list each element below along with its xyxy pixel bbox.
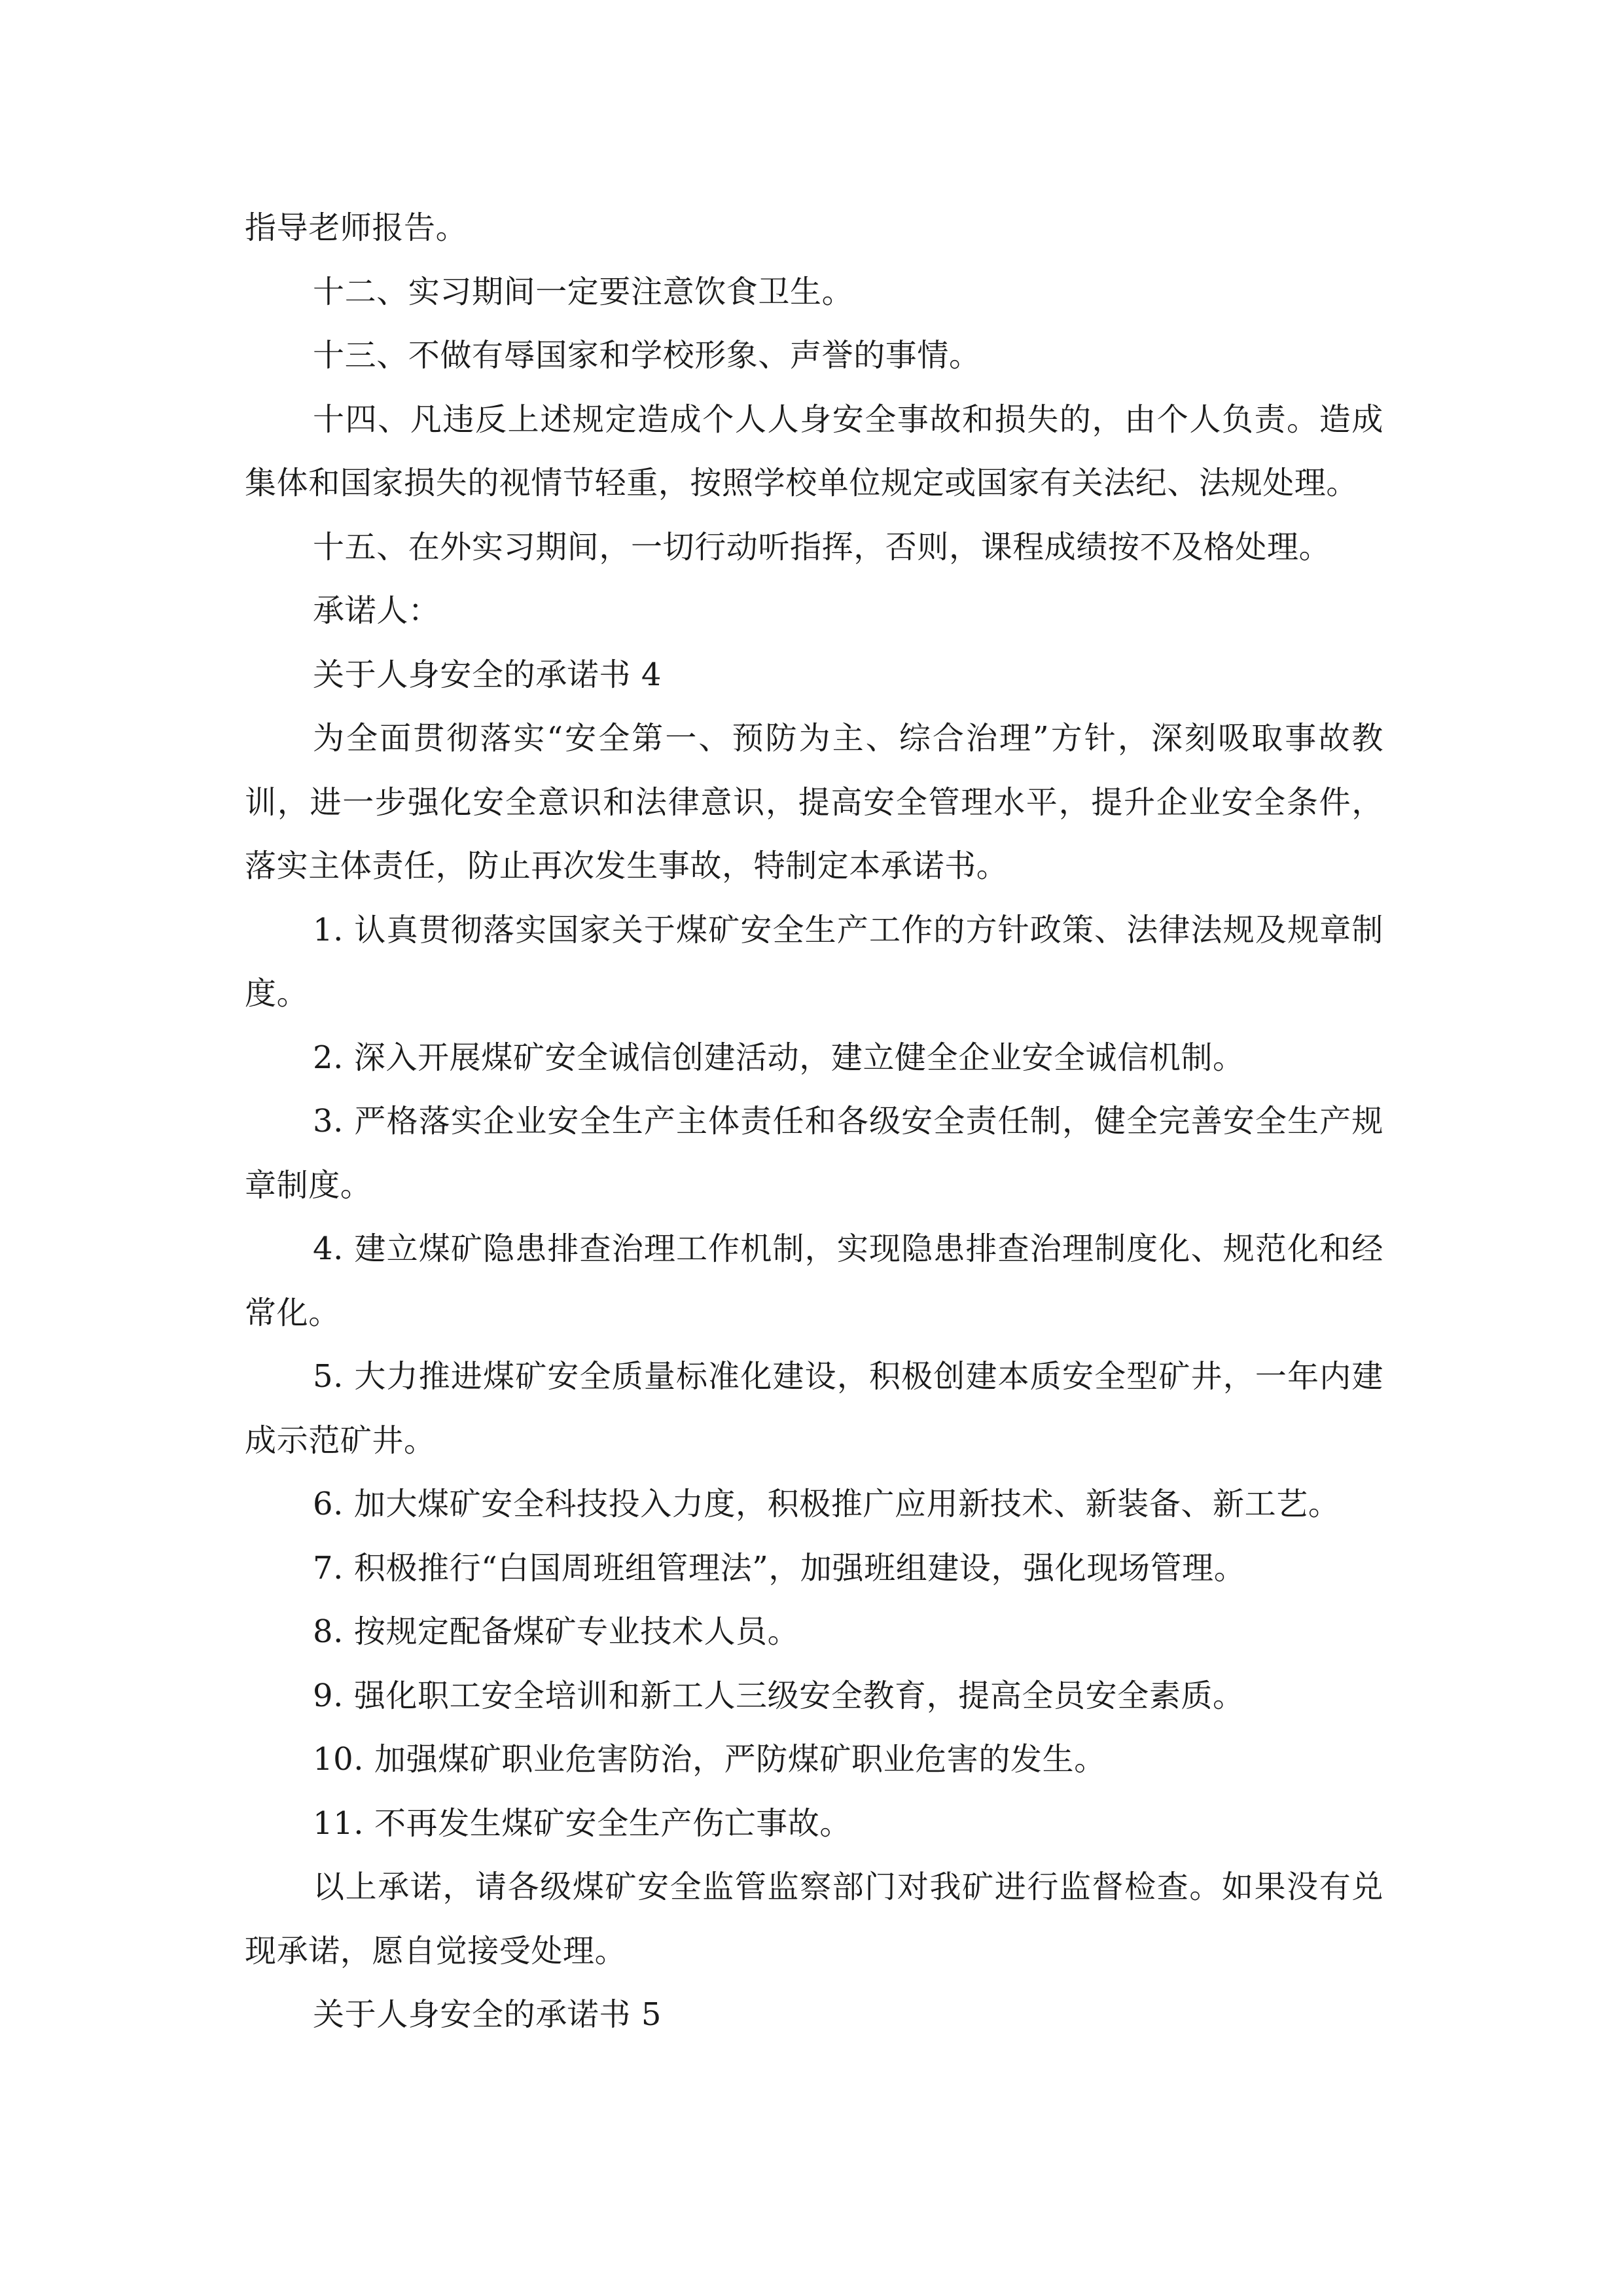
paragraph-rule-13: 十三、不做有辱国家和学校形象、声誉的事情。 (313, 337, 981, 374)
section-heading-4: 关于人身安全的承诺书 4 (313, 656, 662, 693)
document-body (245, 196, 1383, 2047)
list-item-6: 6. 加大煤矿安全科技投入力度，积极推广应用新技术、新装备、新工艺。 (313, 1486, 1340, 1522)
list-item-5: 5. 大力推进煤矿安全质量标准化建设，积极创建本质安全型矿井，一年内建成示范矿井。 (245, 1358, 1383, 1459)
list-item-9: 9. 强化职工安全培训和新工人三级安全教育，提高全员安全素质。 (313, 1677, 1245, 1714)
paragraph-rule-14: 十四、凡违反上述规定造成个人人身安全事故和损失的，由个人负责。造成集体和国家损失的视情节轻重，按照学校单位规定或国家有关法纪、法规处理。 (245, 401, 1383, 501)
list-item-11: 11. 不再发生煤矿安全生产伤亡事故。 (313, 1804, 851, 1842)
list-item-2: 2. 深入开展煤矿安全诚信创建活动，建立健全企业安全诚信机制。 (313, 1039, 1245, 1076)
paragraph-rule-15: 十五、在外实习期间，一切行动听指挥，否则，课程成绩按不及格处理。 (313, 528, 1331, 565)
list-item-7: 7. 积极推行“白国周班组管理法”，加强班组建设，强化现场管理。 (313, 1549, 1246, 1587)
signature-label: 承诺人： (313, 592, 440, 629)
paragraph-intro: 为全面贯彻落实“安全第一、预防为主、综合治理”方针，深刻吸取事故教训，进一步强化安全意识和法律意识，提高安全管理水平，提升企业安全条件，落实主体责任，防止再次发生事故，特制定本承诺书。 (245, 720, 1383, 884)
paragraph-closing: 以上承诺，请各级煤矿安全监管监察部门对我矿进行监督检查。如果没有兑现承诺，愿自觉接受处理。 (245, 1869, 1383, 1969)
list-item-4: 4. 建立煤矿隐患排查治理工作机制，实现隐患排查治理制度化、规范化和经常化。 (245, 1230, 1383, 1331)
list-item-3: 3. 严格落实企业安全生产主体责任和各级安全责任制，健全完善安全生产规章制度。 (245, 1103, 1383, 1204)
section-heading-5: 关于人身安全的承诺书 5 (313, 1996, 662, 2033)
list-item-8: 8. 按规定配备煤矿专业技术人员。 (313, 1613, 800, 1650)
list-item-10: 10. 加强煤矿职业危害防治，严防煤矿职业危害的发生。 (313, 1741, 1106, 1778)
paragraph-continuation: 指导老师报告。 (245, 209, 468, 246)
paragraph-rule-12: 十二、实习期间一定要注意饮食卫生。 (313, 273, 854, 310)
list-item-1: 1. 认真贯彻落实国家关于煤矿安全生产工作的方针政策、法律法规及规章制度。 (245, 911, 1383, 1012)
